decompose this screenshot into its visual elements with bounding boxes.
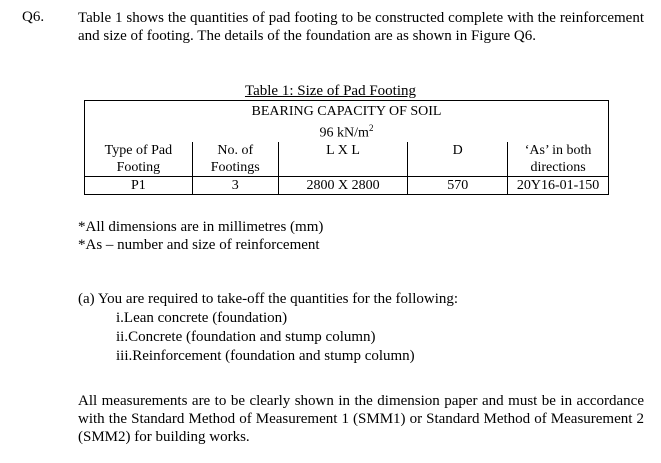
header-d-text: D (452, 142, 463, 158)
table-header-row (85, 101, 609, 142)
table-row (85, 176, 609, 194)
table-caption-text: Table 1: Size of Pad Footing (244, 83, 416, 99)
header-as (508, 142, 609, 177)
table-column-headers (85, 142, 609, 177)
bearing-capacity-cell (85, 101, 609, 142)
header-number (192, 142, 278, 177)
cell-lxl: 2800 X 2800 (278, 176, 408, 194)
bearing-capacity-number: 96 kN/m (319, 125, 369, 141)
pad-footing-table (84, 100, 609, 195)
question-intro: Table 1 shows the quantities of pad footing to be constructed complete with the reinforcement and size of footing. The details of the foundation are as shown in Figure Q6. (78, 10, 644, 44)
header-lxl-text: L X L (326, 142, 360, 158)
bearing-capacity-value (87, 120, 606, 142)
table-caption (0, 83, 661, 100)
cell-type: P1 (85, 176, 193, 194)
note-as: *As – number and size of reinforcement (78, 237, 320, 253)
header-as-line1: ‘As’ in both (524, 142, 592, 158)
header-lxl (278, 142, 408, 177)
bearing-capacity-sup: 2 (368, 123, 374, 133)
header-number-line2: Footings (210, 159, 260, 175)
note-dimensions: *All dimensions are in millimetres (mm) (78, 219, 324, 235)
closing-paragraph: All measurements are to be clearly shown in the dimension paper and must be in accordance with the Standard Method of Measurement 1 (SMM1) or Standard Method of Measurement 2 (SMM2) for building works. (78, 393, 644, 445)
header-type (85, 142, 193, 177)
question-number: Q6. (22, 9, 45, 25)
cell-as: 20Y16-01-150 (508, 176, 609, 194)
task-block (78, 290, 458, 366)
bearing-capacity-label: BEARING CAPACITY OF SOIL (251, 104, 442, 119)
task-item-lean-concrete: i.Lean concrete (foundation) (116, 310, 288, 326)
header-number-line1: No. of (217, 142, 254, 158)
notes (78, 218, 323, 254)
task-item-concrete: ii.Concrete (foundation and stump column) (116, 329, 376, 345)
cell-number: 3 (192, 176, 278, 194)
cell-d: 570 (408, 176, 508, 194)
task-item-reinforcement: iii.Reinforcement (foundation and stump column) (116, 348, 415, 364)
header-type-line2: Footing (116, 159, 161, 175)
header-type-line1: Type of Pad (104, 142, 173, 158)
header-d (408, 142, 508, 177)
task-lead: (a) You are required to take-off the quantities for the following: (78, 291, 459, 307)
header-as-line2: directions (530, 159, 586, 175)
